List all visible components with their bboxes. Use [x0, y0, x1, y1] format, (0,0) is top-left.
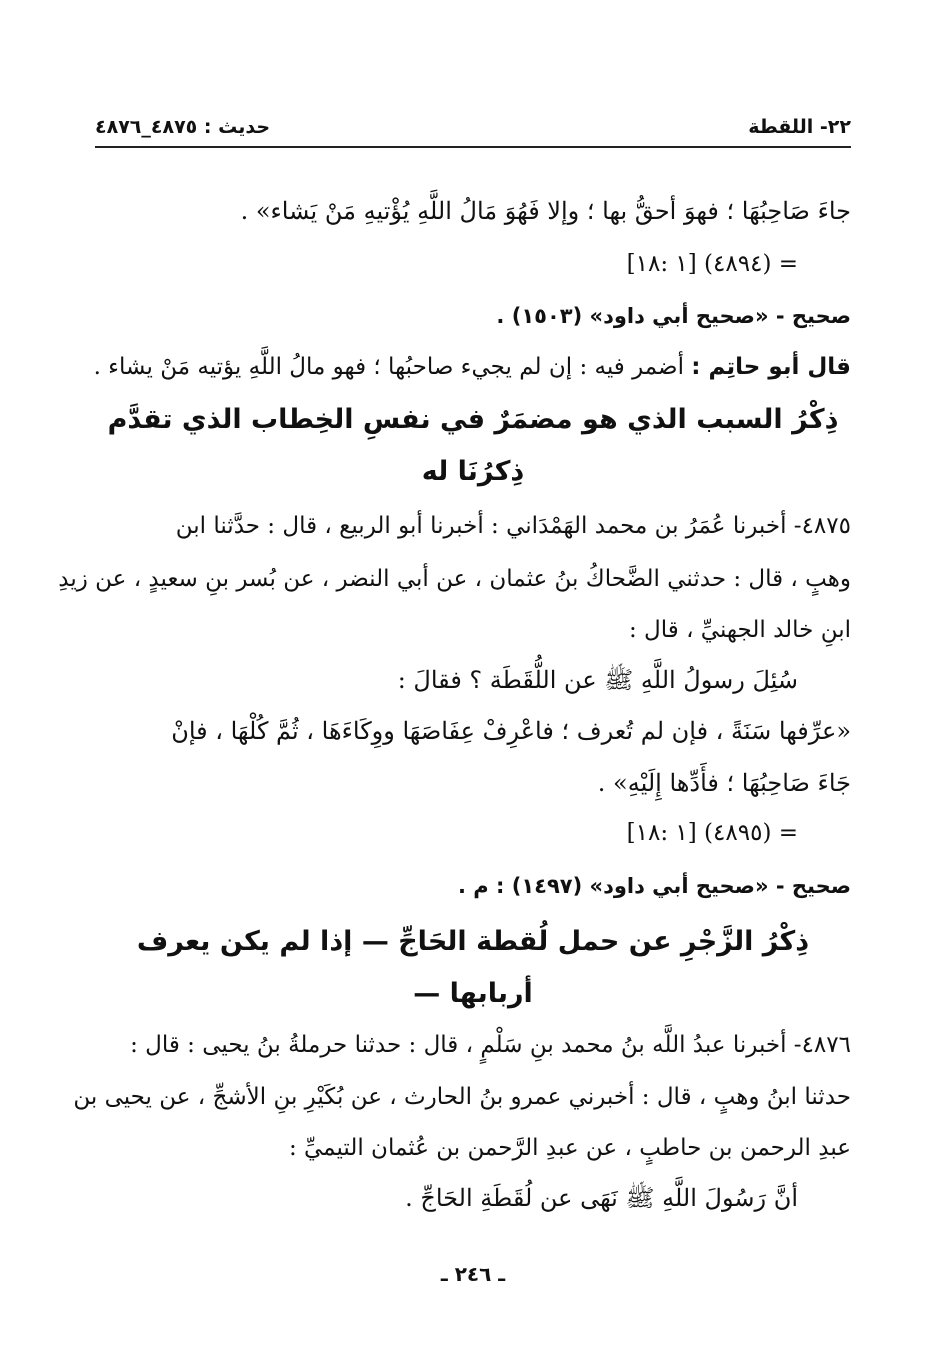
hadith-4875-matn-2: «عرِّفها سَنَةً ، فإن لم تُعرف ؛ فاعْرِفْ عِفَاصَهَا ووِكَاءَهَا ، ثُمَّ كُلْهَا ، فإنْ	[171, 717, 851, 745]
page-number: ـ ٢٤٦ ـ	[440, 1262, 506, 1286]
running-header	[95, 112, 851, 148]
prev-hadith-ref: = (٤٨٩٤) [١ :١٨]	[626, 251, 798, 277]
hadith-4876-matn-1: أنَّ رَسُولَ اللَّهِ ﷺ نَهَى عن لُقَطَةِ الحَاجِّ .	[405, 1184, 798, 1212]
hadith-4875-ref: = (٤٨٩٥) [١ :١٨]	[626, 820, 798, 846]
hadith-4875-isnad-3: ابنِ خالد الجهنيِّ ، قال :	[628, 617, 851, 643]
hadith-4875-matn-3: جَاءَ صَاحِبُهَا ؛ فأَدِّها إِلَيْهِ» .	[597, 769, 851, 797]
prev-hadith-text: جاءَ صَاحِبُهَا ؛ فهوَ أحقُّ بها ؛ وإلا فَهُوَ مَالُ اللَّهِ يُؤْتيهِ مَنْ يَشاء» .	[240, 197, 851, 225]
hadith-4876-isnad-1: ٤٨٧٦- أخبرنا عبدُ اللَّه بنُ محمد بنِ سَلْمٍ ، قال : حدثنا حرملةُ بنُ يحيى : قال :	[130, 1032, 851, 1058]
hadith-4875-matn-1: سُئِلَ رسولُ اللَّهِ ﷺ عن اللُّقَطَة ؟ فقالَ :	[397, 666, 798, 694]
hadith-4876-isnad-3: عبدِ الرحمن بن حاطبٍ ، عن عبدِ الرَّحمن بن عُثمان التيميِّ :	[288, 1135, 851, 1161]
hadith-4876-isnad-2: حدثنا ابنُ وهبٍ ، قال : أخبرني عمرو بنُ الحارث ، عن بُكَيْرِ بنِ الأشجِّ ، عن يحيى بن	[73, 1084, 851, 1110]
abu-hatim-comment	[95, 349, 851, 385]
section-heading-2-line2: أربابها —	[413, 978, 533, 1009]
chapter-title: ٢٢- اللقطة	[748, 116, 851, 138]
prev-hadith-grade: صحيح - «صحيح أبي داود» (١٥٠٣) .	[496, 304, 851, 328]
section-heading-2-line1: ذِكْرُ الزَّجْرِ عن حمل لُقطة الحَاجِّ — إذا لم يكن يعرف	[136, 926, 810, 957]
hadith-4875-isnad-2: وهبٍ ، قال : حدثني الضَّحاكُ بنُ عثمان ، عن أبي النضر ، عن بُسر بنِ سعيدٍ ، عن زيدِ	[58, 566, 851, 592]
section-heading-1-line1: ذِكْرُ السبب الذي هو مضمَرٌ في نفسِ الخِطاب الذي تقدَّم	[107, 404, 839, 435]
hadith-range: حديث : ٤٨٧٥_٤٨٧٦	[95, 116, 271, 138]
section-heading-1-line2: ذِكرُنَا له	[421, 456, 525, 487]
hadith-4875-isnad-1: ٤٨٧٥- أخبرنا عُمَرُ بن محمد الهَمْدَاني : أخبرنا أبو الربيع ، قال : حدَّثنا ابن	[175, 513, 851, 539]
hadith-4875-grade: صحيح - «صحيح أبي داود» (١٤٩٧) : م .	[458, 874, 851, 898]
abu-hatim-text: أضمر فيه : إن لم يجيء صاحبُها ؛ فهو مالُ اللَّهِ يؤتيه مَنْ يشاء .	[93, 354, 684, 380]
abu-hatim-label: قال أبو حاتِم :	[691, 354, 851, 380]
